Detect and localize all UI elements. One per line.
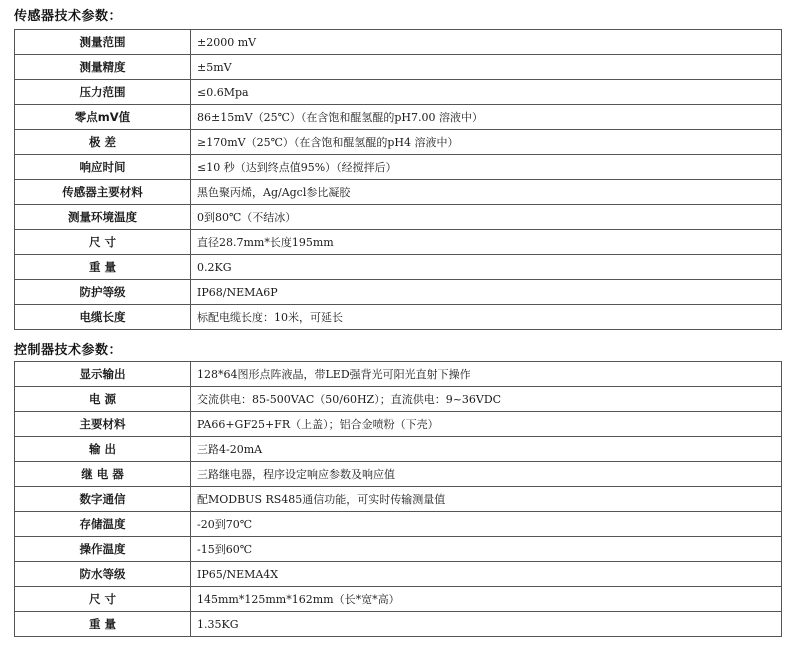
- spec-value: 0.2KG: [191, 255, 782, 280]
- spec-value: ±2000 mV: [191, 30, 782, 55]
- spec-label: 存储温度: [15, 512, 191, 537]
- controller-section-title: 控制器技术参数：: [14, 343, 123, 358]
- table-row: [15, 412, 782, 437]
- table-row: [15, 130, 782, 155]
- table-row: [15, 612, 782, 637]
- spec-value: IP65/NEMA4X: [191, 562, 782, 587]
- spec-label: 重 量: [15, 612, 191, 637]
- table-row: [15, 587, 782, 612]
- spec-label: 防水等级: [15, 562, 191, 587]
- table-row: [15, 105, 782, 130]
- spec-value: ≤0.6Mpa: [191, 80, 782, 105]
- sensor-spec-table: [14, 29, 782, 330]
- spec-label: 电 源: [15, 387, 191, 412]
- spec-label: 传感器主要材料: [15, 180, 191, 205]
- controller-spec-table: [14, 361, 782, 637]
- table-row: [15, 387, 782, 412]
- spec-label: 继 电 器: [15, 462, 191, 487]
- spec-label: 尺 寸: [15, 587, 191, 612]
- table-row: [15, 362, 782, 387]
- spec-value: 0到80℃（不结冰）: [191, 205, 782, 230]
- spec-value: 86±15mV（25℃）（在含饱和醌氢醌的pH7.00 溶液中）: [191, 105, 782, 130]
- spec-value: 1.35KG: [191, 612, 782, 637]
- table-row: [15, 255, 782, 280]
- table-row: [15, 562, 782, 587]
- spec-value: PA66+GF25+FR（上盖）；铝合金喷粉（下壳）: [191, 412, 782, 437]
- table-row: [15, 462, 782, 487]
- spec-label: 压力范围: [15, 80, 191, 105]
- table-row: [15, 30, 782, 55]
- spec-label: 操作温度: [15, 537, 191, 562]
- table-row: [15, 155, 782, 180]
- spec-label: 极 差: [15, 130, 191, 155]
- spec-label: 测量精度: [15, 55, 191, 80]
- spec-value: 标配电缆长度：10米，可延长: [191, 305, 782, 330]
- spec-value: ≤10 秒（达到终点值95%）（经搅拌后）: [191, 155, 782, 180]
- spec-value: 交流供电：85-500VAC（50/60HZ）；直流供电：9~36VDC: [191, 387, 782, 412]
- spec-label: 显示输出: [15, 362, 191, 387]
- table-row: [15, 305, 782, 330]
- table-row: [15, 80, 782, 105]
- table-row: [15, 512, 782, 537]
- spec-value: ≥170mV（25℃）（在含饱和醌氢醌的pH4 溶液中）: [191, 130, 782, 155]
- spec-value: ±5mV: [191, 55, 782, 80]
- spec-label: 防护等级: [15, 280, 191, 305]
- spec-label: 测量环境温度: [15, 205, 191, 230]
- spec-label: 测量范围: [15, 30, 191, 55]
- spec-label: 尺 寸: [15, 230, 191, 255]
- table-row: [15, 230, 782, 255]
- table-row: [15, 437, 782, 462]
- spec-value: IP68/NEMA6P: [191, 280, 782, 305]
- spec-label: 电缆长度: [15, 305, 191, 330]
- table-row: [15, 487, 782, 512]
- spec-label: 响应时间: [15, 155, 191, 180]
- table-row: [15, 55, 782, 80]
- spec-label: 重 量: [15, 255, 191, 280]
- table-row: [15, 280, 782, 305]
- spec-value: 三路继电器，程序设定响应参数及响应值: [191, 462, 782, 487]
- spec-value: 128*64图形点阵液晶，带LED强背光可阳光直射下操作: [191, 362, 782, 387]
- spec-value: 145mm*125mm*162mm（长*宽*高）: [191, 587, 782, 612]
- spec-value: 配MODBUS RS485通信功能，可实时传输测量值: [191, 487, 782, 512]
- spec-label: 输 出: [15, 437, 191, 462]
- spec-label: 数字通信: [15, 487, 191, 512]
- table-row: [15, 205, 782, 230]
- table-row: [15, 537, 782, 562]
- spec-label: 主要材料: [15, 412, 191, 437]
- spec-value: 直径28.7mm*长度195mm: [191, 230, 782, 255]
- table-row: [15, 180, 782, 205]
- spec-value: -20到70℃: [191, 512, 782, 537]
- spec-label: 零点mV值: [15, 105, 191, 130]
- sensor-section-title: 传感器技术参数：: [14, 9, 123, 24]
- spec-value: 三路4-20mA: [191, 437, 782, 462]
- spec-value: 黑色聚丙烯，Ag/Agcl参比凝胶: [191, 180, 782, 205]
- spec-value: -15到60℃: [191, 537, 782, 562]
